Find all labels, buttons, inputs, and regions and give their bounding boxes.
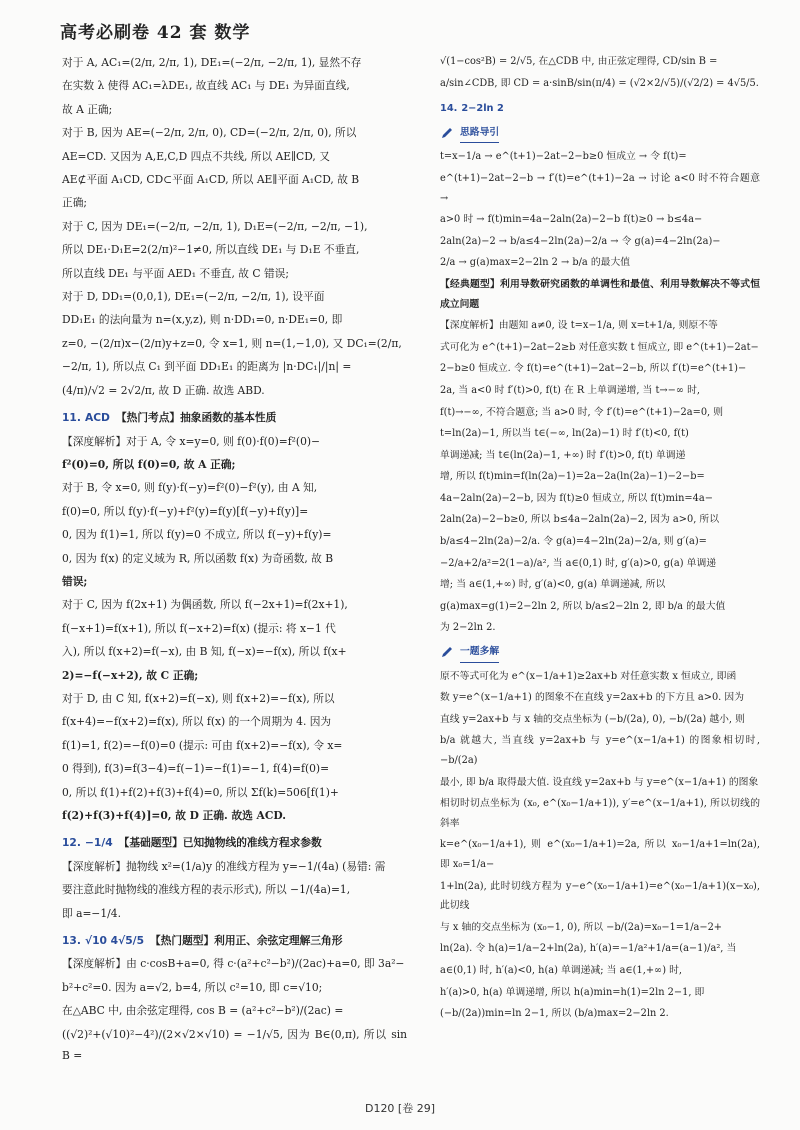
text-line: 故 A 正确; [62, 102, 113, 116]
text-line: 式可化为 e^(t+1)−2at−2≥b 对任意实数 t 恒成立, 即 e^(t+1)−2at− [440, 341, 759, 353]
text-line: 入), 所以 f(x+2)=f(−x), 由 B 知, f(−x)=−f(x), 所以 f(x+ [62, 645, 347, 659]
question-heading [62, 832, 407, 853]
q10-solution [62, 52, 407, 401]
text-line: e^(t+1)−2at−2−b → f′(t)=e^(t+1)−2a → 讨论 a<0 时不符合题意 → [440, 172, 760, 204]
text-line: 对于 D, 由 C 知, f(x+2)=f(−x), 则 f(x+2)=−f(x), 所以 [62, 691, 335, 705]
answer: ACD [84, 411, 110, 425]
text-line: g(a)max=g(1)=2−2ln 2, 所以 b/a≤2−2ln 2, 即 b/a 的最大值 [440, 600, 726, 612]
text-line: ln(2a). 令 h(a)=1/a−2+ln(2a), h′(a)=−1/a²+1/a=(a−1)/a², 当 [440, 943, 737, 955]
guide-label: 思路导引 [460, 123, 499, 144]
text-line: 所以 DE₁·D₁E=2(2/π)²−1≠0, 所以直线 DE₁ 与 D₁E 不垂直, [62, 243, 360, 257]
text-line: 2)=−f(−x+2), 故 C 正确; [62, 668, 199, 682]
text-line: 增, 所以 f(t)min=f(ln(2a)−1)=2a−2a(ln(2a)−1)−2−b= [440, 471, 705, 483]
q13-solution [62, 930, 407, 1066]
text-line: 【深度解析】对于 A, 令 x=y=0, 则 f(0)·f(0)=f²(0)− [62, 434, 321, 448]
text-line: 对于 D, DD₁=(0,0,1), DE₁=(−2/π, −2/π, 1), 设平面 [62, 290, 325, 304]
text-line: f(t)→−∞, 不符合题意; 当 a>0 时, 令 f′(t)=e^(t+1)−2a=0, 则 [440, 406, 724, 418]
text-line: f(1)=1, f(2)=−f(0)=0 (提示: 可由 f(x+2)=−f(x), 令 x= [62, 738, 343, 752]
text-line: 直线 y=2ax+b 与 x 轴的交点坐标为 (−b/(2a), 0), −b/(2a) 越小, 则 [440, 713, 745, 725]
text-line: a>0 时 → f(t)min=4a−2aln(2a)−2−b f(t)≥0 → b≤4a− [440, 214, 703, 226]
text-line: 1+ln(2a), 此时切线方程为 y−e^(x₀−1/a+1)=e^(x₀−1/a+1)(x−x₀), 此切线 [440, 880, 760, 912]
text-line: AE⊄平面 A₁CD, CD⊂平面 A₁CD, 所以 AE∥平面 A₁CD, 故 B [62, 173, 360, 187]
text-line: (−b/(2a))min=ln 2−1, 所以 (b/a)max=2−2ln 2. [440, 1008, 669, 1020]
classic-tag: 【经典题型】利用导数研究函数的单调性和最值、利用导数解决不等式恒成立问题 [440, 278, 760, 310]
text-line: 相切时切点坐标为 (x₀, e^(x₀−1/a+1)), y′=e^(x−1/a+1), 所以切线的斜率 [440, 798, 760, 829]
page-footer: D120 [卷 29] [364, 1102, 436, 1115]
left-column [62, 52, 407, 1068]
multi-solution-label: 一题多解 [460, 642, 499, 663]
text-line: 对于 A, AC₁=(2/π, 2/π, 1), DE₁=(−2/π, −2/π, 1), 显然不存 [62, 56, 362, 69]
text-line: ((√2)²+(√10)²−4²)/(2×√2×√10) = −1/√5, 因为 B∈(0,π), 所以 sin B = [62, 1027, 407, 1063]
text-line: 错误; [62, 574, 88, 588]
question-heading [62, 407, 407, 428]
q12-solution [62, 832, 407, 924]
text-line: 对于 C, 因为 f(2x+1) 为偶函数, 所以 f(−2x+1)=f(2x+1), [62, 598, 348, 612]
text-line: 2aln(2a)−2 → b/a≤4−2ln(2a)−2/a → 令 g(a)=4−2ln(2a)− [440, 235, 721, 247]
text-line: 【深度解析】由题知 a≠0, 设 t=x−1/a, 则 x=t+1/a, 则原不等 [440, 320, 718, 332]
text-line: f(2)+f(3)+f(4)]=0, 故 D 正确. 故选 ACD. [62, 809, 286, 822]
text-line: 正确; [62, 196, 87, 210]
text-line: 为 2−2ln 2. [440, 622, 496, 634]
q13-solution-cont [440, 52, 760, 93]
question-heading [440, 99, 760, 119]
text-line: DD₁E₁ 的法向量为 n=(x,y,z), 则 n·DD₁=0, n·DE₁=0, 即 [62, 313, 343, 327]
topic-tag: 【热门考点】抽象函数的基本性质 [115, 411, 277, 425]
topic-tag: 【基础题型】已知抛物线的准线方程求参数 [118, 836, 322, 850]
pencil-icon [440, 126, 454, 140]
text-line: 增; 当 a∈(1,+∞) 时, g′(a)<0, g(a) 单调递减, 所以 [440, 579, 666, 591]
question-number: 11. [62, 411, 81, 425]
text-line: t=x−1/a → e^(t+1)−2at−2−b≥0 恒成立 → 令 f(t)= [440, 151, 687, 163]
text-line: 数 y=e^(x−1/a+1) 的图象不在直线 y=2ax+b 的下方且 a>0. 因为 [440, 692, 745, 704]
text-line: 对于 B, 因为 AE=(−2/π, 2/π, 0), CD=(−2/π, 2/π, 0), 所以 [62, 126, 357, 140]
text-line: 0, 因为 f(x) 的定义域为 R, 所以函数 f(x) 为奇函数, 故 B [62, 551, 334, 565]
q11-solution [62, 407, 407, 826]
pencil-icon [440, 645, 454, 659]
text-line: b²+c²=0. 因为 a=√2, b=4, 所以 c²=10, 即 c=√10; [62, 980, 323, 994]
text-line: 原不等式可化为 e^(x−1/a+1)≥2ax+b 对任意实数 x 恒成立, 即函 [440, 670, 737, 682]
text-line: 【深度解析】抛物线 x²=(1/a)y 的准线方程为 y=−1/(4a) (易错: 需 [62, 859, 386, 873]
text-line: b/a≤4−2ln(2a)−2/a. 令 g(a)=4−2ln(2a)−2/a, 则 g′(a)= [440, 536, 707, 548]
text-line: f(x+4)=−f(x+2)=f(x), 所以 f(x) 的一个周期为 4. 因为 [62, 715, 332, 729]
text-line: 即 a=−1/4. [62, 906, 121, 920]
question-heading [62, 930, 407, 951]
q14-solution [440, 99, 760, 1024]
text-line: 0 得到), f(3)=f(3−4)=f(−1)=−f(1)=−1, f(4)=f(0)= [62, 762, 330, 776]
text-line: f(−x+1)=f(x+1), 所以 f(−x+2)=f(x) (提示: 将 x−1 代 [62, 621, 336, 635]
text-line: f²(0)=0, 所以 f(0)=0, 故 A 正确; [62, 457, 236, 471]
text-line: √(1−cos²B) = 2/√5, 在△CDB 中, 由正弦定理得, CD/sin B = [440, 56, 718, 67]
question-number: 12. [62, 836, 81, 850]
question-number: 14. [440, 103, 458, 115]
text-line: 【深度解析】由 c·cosB+a=0, 得 c·(a²+c²−b²)/(2ac)+a=0, 即 3a²− [62, 957, 405, 971]
text-line: 在△ABC 中, 由余弦定理得, cos B = (a²+c²−b²)/(2ac) = [62, 1004, 344, 1018]
text-line: 在实数 λ 使得 AC₁=λDE₁, 故直线 AC₁ 与 DE₁ 为异面直线, [62, 79, 350, 93]
text-line: f(0)=0, 所以 f(y)·f(−y)+f²(y)=f(y)[f(−y)+f(y)]= [62, 504, 309, 518]
text-line: AE=CD. 又因为 A,E,C,D 四点不共线, 所以 AE∥CD, 又 [62, 149, 330, 163]
text-line: a∈(0,1) 时, h′(a)<0, h(a) 单调递减; 当 a∈(1,+∞) 时, [440, 964, 683, 976]
text-line: k=e^(x₀−1/a+1), 则 e^(x₀−1/a+1)=2a, 所以 x₀−1/a+1=ln(2a), 即 x₀=1/a− [440, 839, 760, 870]
text-line: 与 x 轴的交点坐标为 (x₀−1, 0), 所以 −b/(2a)=x₀−1=1/a−2+ [440, 921, 723, 933]
text-line: −2/a+2/a²=2(1−a)/a², 当 a∈(0,1) 时, g′(a)>0, g(a) 单调递 [440, 557, 717, 569]
answer: √10 4√5/5 [84, 934, 145, 948]
answer: 2−2ln 2 [461, 103, 504, 115]
text-line: a/sin∠CDB, 即 CD = a·sinB/sin(π/4) = (√2×2/√5)/(√2/2) = 4√5/5. [440, 77, 759, 89]
text-line: 最小, 即 b/a 取得最大值. 设直线 y=2ax+b 与 y=e^(x−1/a+1) 的图象 [440, 776, 759, 788]
text-line: 2aln(2a)−2−b≥0, 所以 b≤4a−2aln(2a)−2, 因为 a>0, 所以 [440, 514, 720, 526]
text-line: 2/a → g(a)max=2−2ln 2 → b/a 的最大值 [440, 257, 631, 269]
question-number: 13. [62, 934, 81, 948]
multi-solution-heading [440, 642, 760, 663]
text-line: 对于 B, 令 x=0, 则 f(y)·f(−y)=f²(0)−f²(y), 由 A 知, [62, 481, 318, 495]
text-line: 0, 因为 f(1)=1, 所以 f(y)=0 不成立, 所以 f(−y)+f(y)= [62, 528, 332, 542]
text-line: −2/π, 1), 所以点 C₁ 到平面 DD₁E₁ 的距离为 |n·DC₁|/|n| = [62, 360, 352, 374]
text-line: 2−b≥0 恒成立. 令 f(t)=e^(t+1)−2at−2−b, 所以 f′(t)=e^(t+1)− [440, 363, 747, 375]
text-line: 2a, 当 a<0 时 f′(t)>0, f(t) 在 R 上单调递增, 当 t→−∞ 时, [440, 384, 701, 396]
text-line: (4/π)/√2 = 2√2/π, 故 D 正确. 故选 ABD. [62, 383, 265, 397]
text-line: z=0, −(2/π)x−(2/π)y+z=0, 令 x=1, 则 n=(1,−1,0), 又 DC₁=(2/π, [62, 336, 402, 350]
text-line: 单调递减; 当 t∈(ln(2a)−1, +∞) 时 f′(t)>0, f(t) 单调递 [440, 449, 686, 461]
text-line: b/a 就越大, 当直线 y=2ax+b 与 y=e^(x−1/a+1) 的图象相切时, −b/(2a) [440, 735, 760, 766]
text-line: 要注意此时抛物线的准线方程的表示形式), 所以 −1/(4a)=1, [62, 883, 351, 897]
right-column [440, 52, 760, 1026]
text-line: t=ln(2a)−1, 所以当 t∈(−∞, ln(2a)−1) 时 f′(t)<0, f(t) [440, 428, 689, 440]
text-line: 4a−2aln(2a)−2−b, 因为 f(t)≥0 恒成立, 所以 f(t)min=4a− [440, 492, 713, 504]
text-line: 0, 所以 f(1)+f(2)+f(3)+f(4)=0, 所以 Σf(k)=506[f(1)+ [62, 785, 339, 799]
text-line: 所以直线 DE₁ 与平面 AED₁ 不垂直, 故 C 错误; [62, 266, 289, 280]
page-header-title: 高考必刷卷 42 套 数学 [60, 23, 251, 43]
guide-heading [440, 123, 760, 144]
answer: −1/4 [84, 836, 113, 850]
text-line: 对于 C, 因为 DE₁=(−2/π, −2/π, 1), D₁E=(−2/π, −2/π, −1), [62, 219, 368, 233]
topic-tag: 【热门题型】利用正、余弦定理解三角形 [150, 934, 343, 948]
text-line: h′(a)>0, h(a) 单调递增, 所以 h(a)min=h(1)=2ln 2−1, 即 [440, 986, 705, 998]
